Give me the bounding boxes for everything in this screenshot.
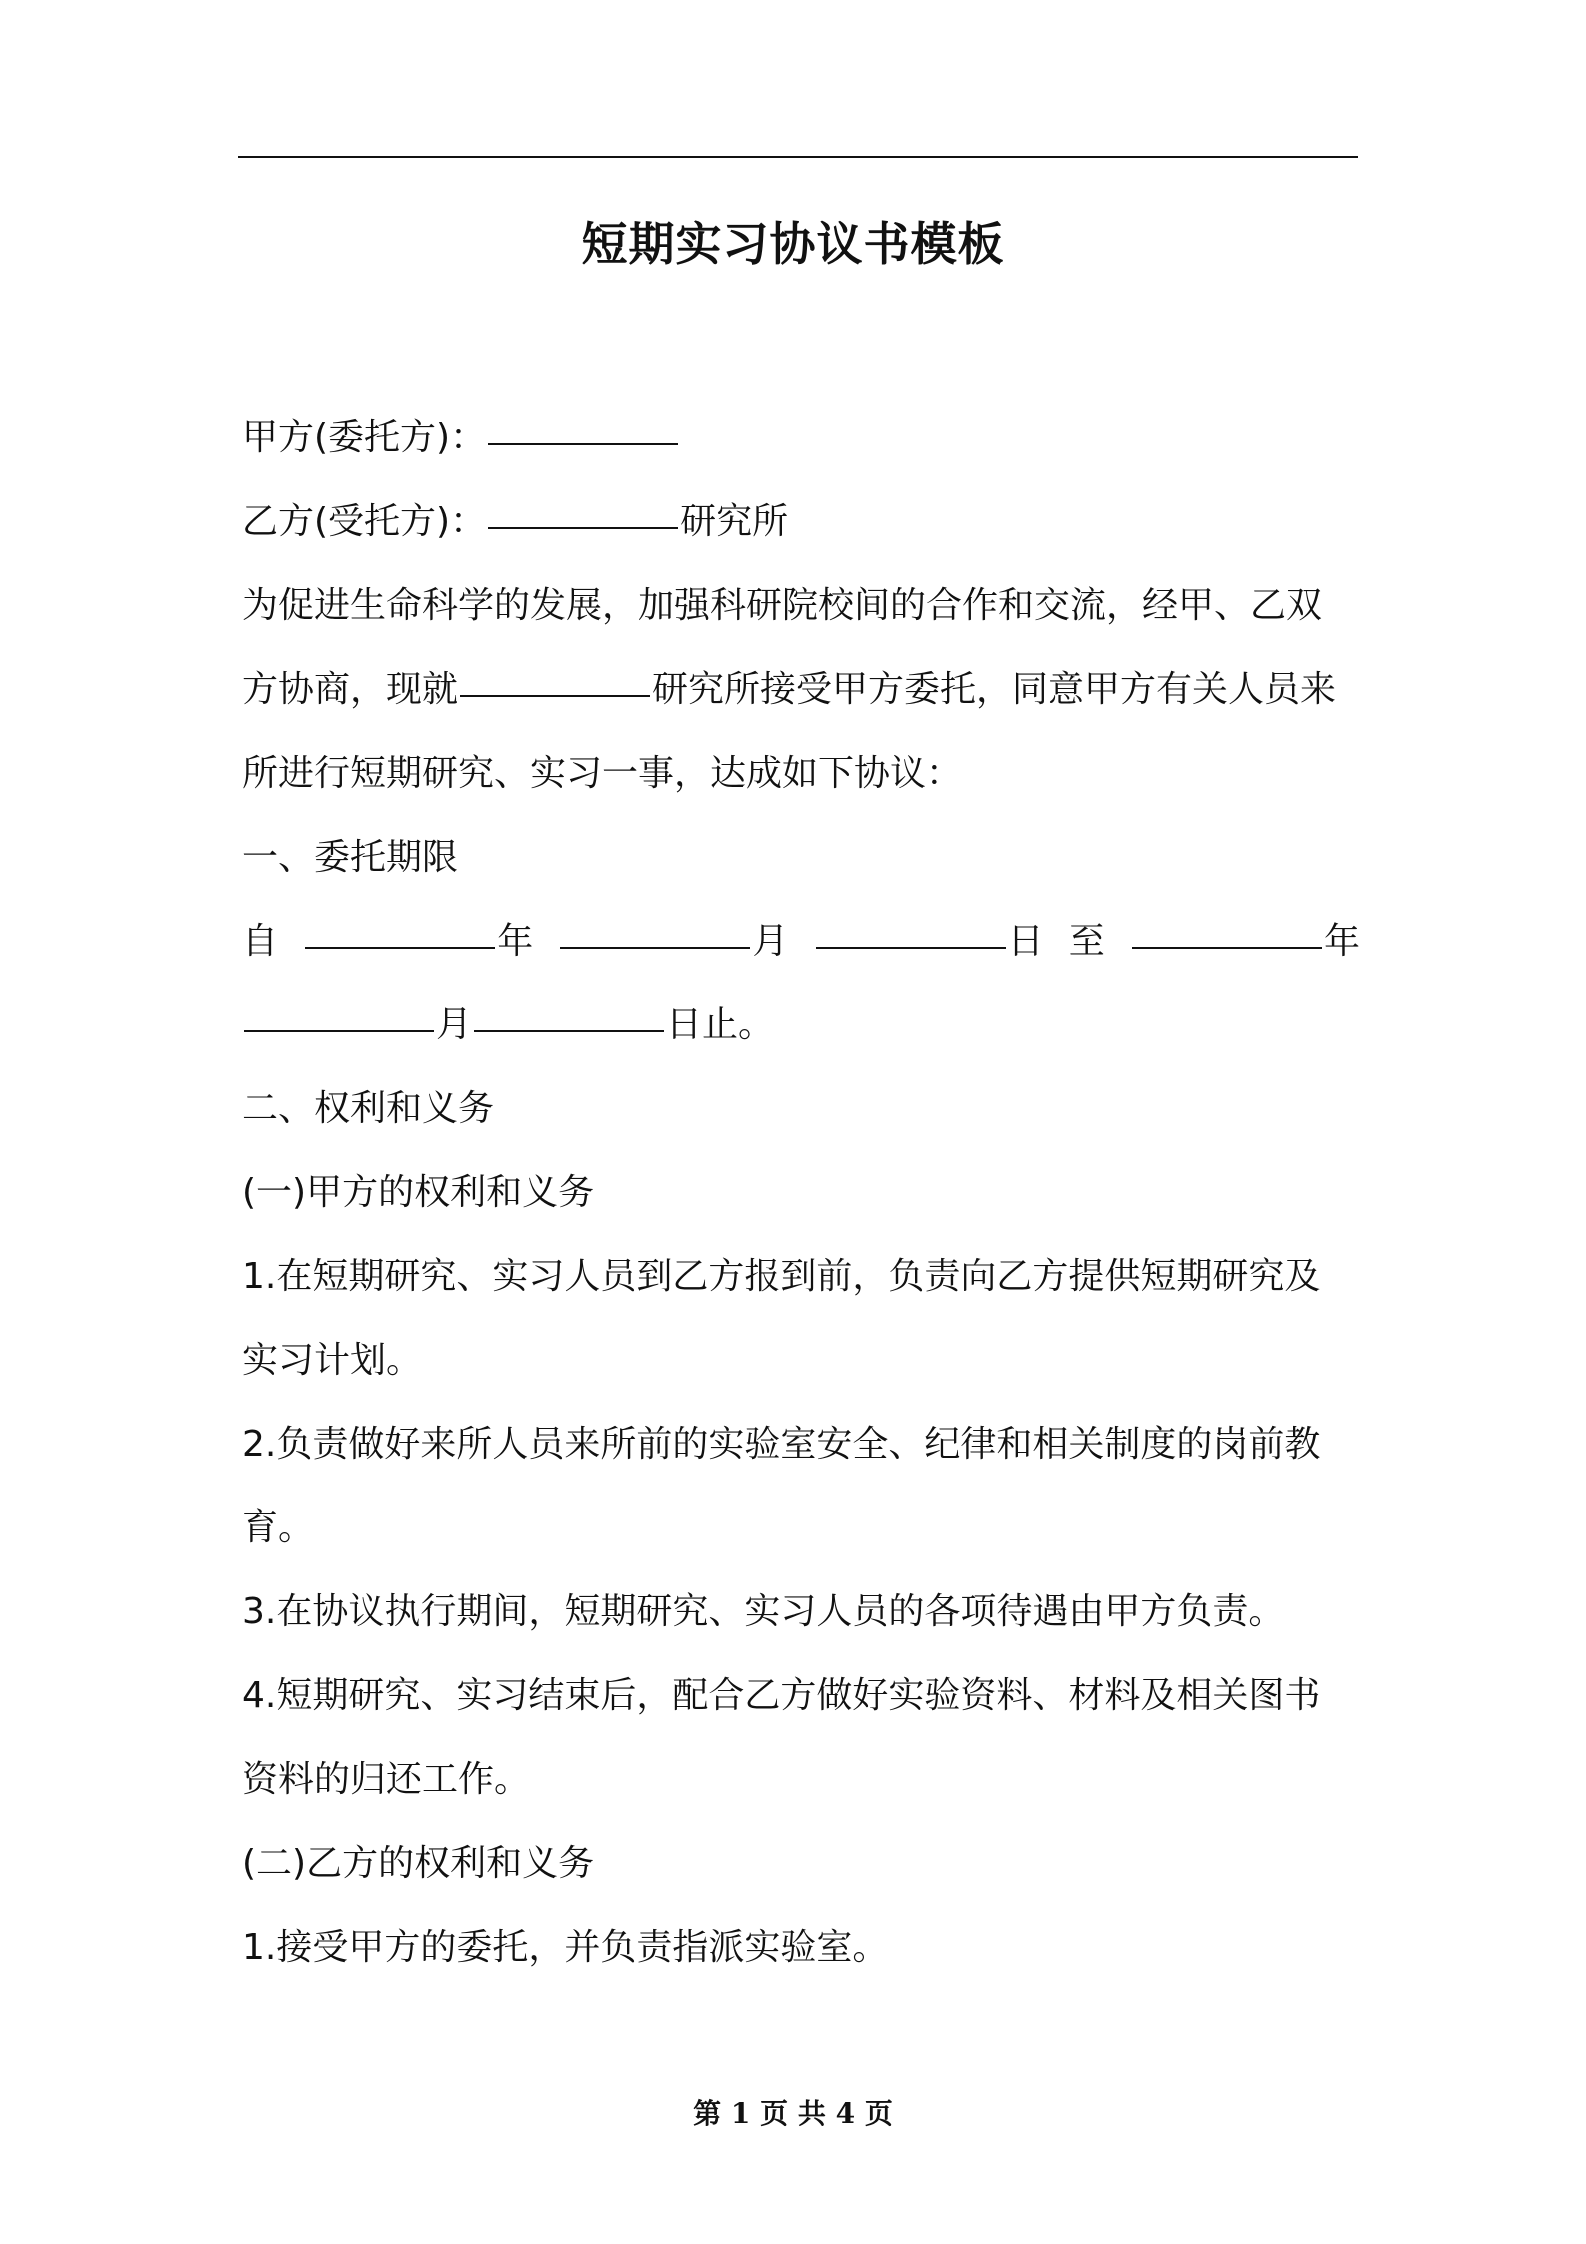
item-4-line-1: 4.短期研究、实习结束后，配合乙方做好实验资料、材料及相关图书 <box>242 1675 1321 1716</box>
end-year-blank <box>1132 946 1322 949</box>
intro-line-2-prefix: 方协商，现就 <box>242 669 459 710</box>
party-b-suffix: 研究所 <box>680 501 789 542</box>
party-b-blank <box>488 526 678 529</box>
intro-line-3: 所进行短期研究、实习一事，达成如下协议： <box>242 753 963 794</box>
party-a-label: 甲方(委托方)： <box>242 417 487 458</box>
intro-line-2 <box>242 665 1360 715</box>
period-line-2 <box>242 1000 1360 1050</box>
intro-line-2-suffix: 研究所接受甲方委托，同意甲方有关人员来 <box>652 669 1337 710</box>
period-from: 自 <box>242 921 279 962</box>
party-a-line <box>242 413 1360 463</box>
sub-1-heading: (一)甲方的权利和义务 <box>242 1172 595 1213</box>
period-line-1 <box>242 917 1360 967</box>
page-number: 第 1 页 共 4 页 <box>693 2097 893 2130</box>
start-day: 日 <box>814 917 1044 967</box>
item-2-line-2: 育。 <box>242 1507 315 1548</box>
period-end-suffix: 日止。 <box>666 1004 775 1045</box>
section-2-heading: 二、权利和义务 <box>242 1088 495 1129</box>
party-b-label: 乙方(受托方)： <box>242 501 487 542</box>
document-title: 短期实习协议书模板 <box>581 217 1005 271</box>
section-1-heading: 一、委托期限 <box>242 837 459 878</box>
b-item-1-line-1: 1.接受甲方的委托，并负责指派实验室。 <box>242 1927 889 1968</box>
item-4-line-2: 资料的归还工作。 <box>242 1759 531 1800</box>
party-b-line <box>242 497 1360 547</box>
start-month: 月 <box>558 917 788 967</box>
header-rule <box>238 156 1358 158</box>
end-day-blank <box>474 1029 664 1032</box>
end-year: 年 <box>1130 917 1360 967</box>
intro-line-1: 为促进生命科学的发展，加强科研院校间的合作和交流，经甲、乙双 <box>242 585 1323 626</box>
institute-blank <box>460 694 650 697</box>
start-month-blank <box>560 946 750 949</box>
period-to: 至 <box>1068 921 1105 962</box>
item-2-line-1: 2.负责做好来所人员来所前的实验室安全、纪律和相关制度的岗前教 <box>242 1424 1321 1465</box>
item-1-line-2: 实习计划。 <box>242 1340 423 1381</box>
item-1-line-1: 1.在短期研究、实习人员到乙方报到前，负责向乙方提供短期研究及 <box>242 1256 1321 1297</box>
start-day-blank <box>816 946 1006 949</box>
item-3-line-1: 3.在协议执行期间，短期研究、实习人员的各项待遇由甲方负责。 <box>242 1591 1285 1632</box>
party-a-blank <box>488 442 678 445</box>
start-year-blank <box>305 946 495 949</box>
sub-2-heading: (二)乙方的权利和义务 <box>242 1843 595 1884</box>
end-month-blank <box>244 1029 434 1032</box>
end-month-label: 月 <box>436 1004 473 1045</box>
start-year: 年 <box>303 917 533 967</box>
